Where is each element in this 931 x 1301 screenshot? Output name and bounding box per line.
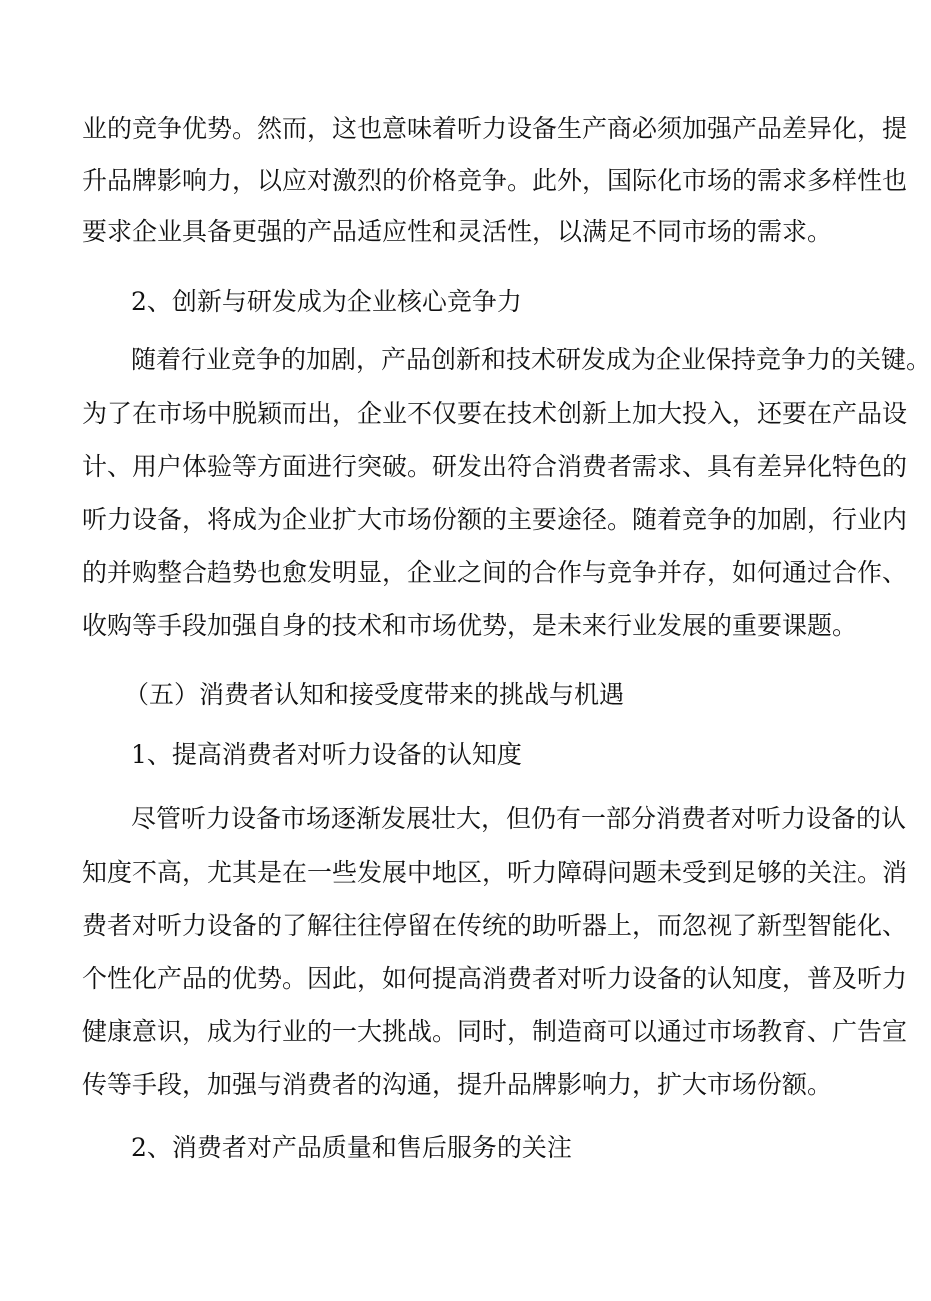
paragraph-line: 收购等手段加强自身的技术和市场优势，是未来行业发展的重要课题。 — [82, 611, 858, 640]
paragraph-line: 的并购整合趋势也愈发明显，企业之间的合作与竞争并存，如何通过合作、 — [82, 558, 908, 587]
paragraph-line: 随着行业竞争的加剧，产品创新和技术研发成为企业保持竞争力的关键。 — [131, 345, 931, 374]
paragraph-line: 传等手段，加强与消费者的沟通，提升品牌影响力，扩大市场份额。 — [82, 1070, 833, 1099]
paragraph-line: 个性化产品的优势。因此，如何提高消费者对听力设备的认知度，普及听力 — [82, 964, 908, 993]
section-heading: 2、消费者对产品质量和售后服务的关注 — [131, 1133, 572, 1162]
paragraph-line: 要求企业具备更强的产品适应性和灵活性，以满足不同市场的需求。 — [82, 217, 833, 246]
paragraph-line: 业的竞争优势。然而，这也意味着听力设备生产商必须加强产品差异化，提 — [82, 114, 908, 143]
section-heading: 2、创新与研发成为企业核心竞争力 — [131, 287, 522, 316]
paragraph-line: 计、用户体验等方面进行突破。研发出符合消费者需求、具有差异化特色的 — [82, 452, 908, 481]
paragraph-line: 为了在市场中脱颖而出，企业不仅要在技术创新上加大投入，还要在产品设 — [82, 399, 908, 428]
paragraph-line: 听力设备，将成为企业扩大市场份额的主要途径。随着竞争的加剧，行业内 — [82, 505, 908, 534]
paragraph-line: 尽管听力设备市场逐渐发展壮大，但仍有一部分消费者对听力设备的认 — [131, 804, 907, 833]
paragraph-line: 知度不高，尤其是在一些发展中地区，听力障碍问题未受到足够的关注。消 — [82, 858, 908, 887]
paragraph-line: 升品牌影响力，以应对激烈的价格竞争。此外，国际化市场的需求多样性也 — [82, 166, 908, 195]
chapter-heading: （五）消费者认知和接受度带来的挑战与机遇 — [124, 680, 625, 709]
paragraph-line: 健康意识，成为行业的一大挑战。同时，制造商可以通过市场教育、广告宣 — [82, 1017, 908, 1046]
section-heading: 1、提高消费者对听力设备的认知度 — [131, 740, 522, 769]
paragraph-line: 费者对听力设备的了解往往停留在传统的助听器上，而忽视了新型智能化、 — [82, 911, 908, 940]
